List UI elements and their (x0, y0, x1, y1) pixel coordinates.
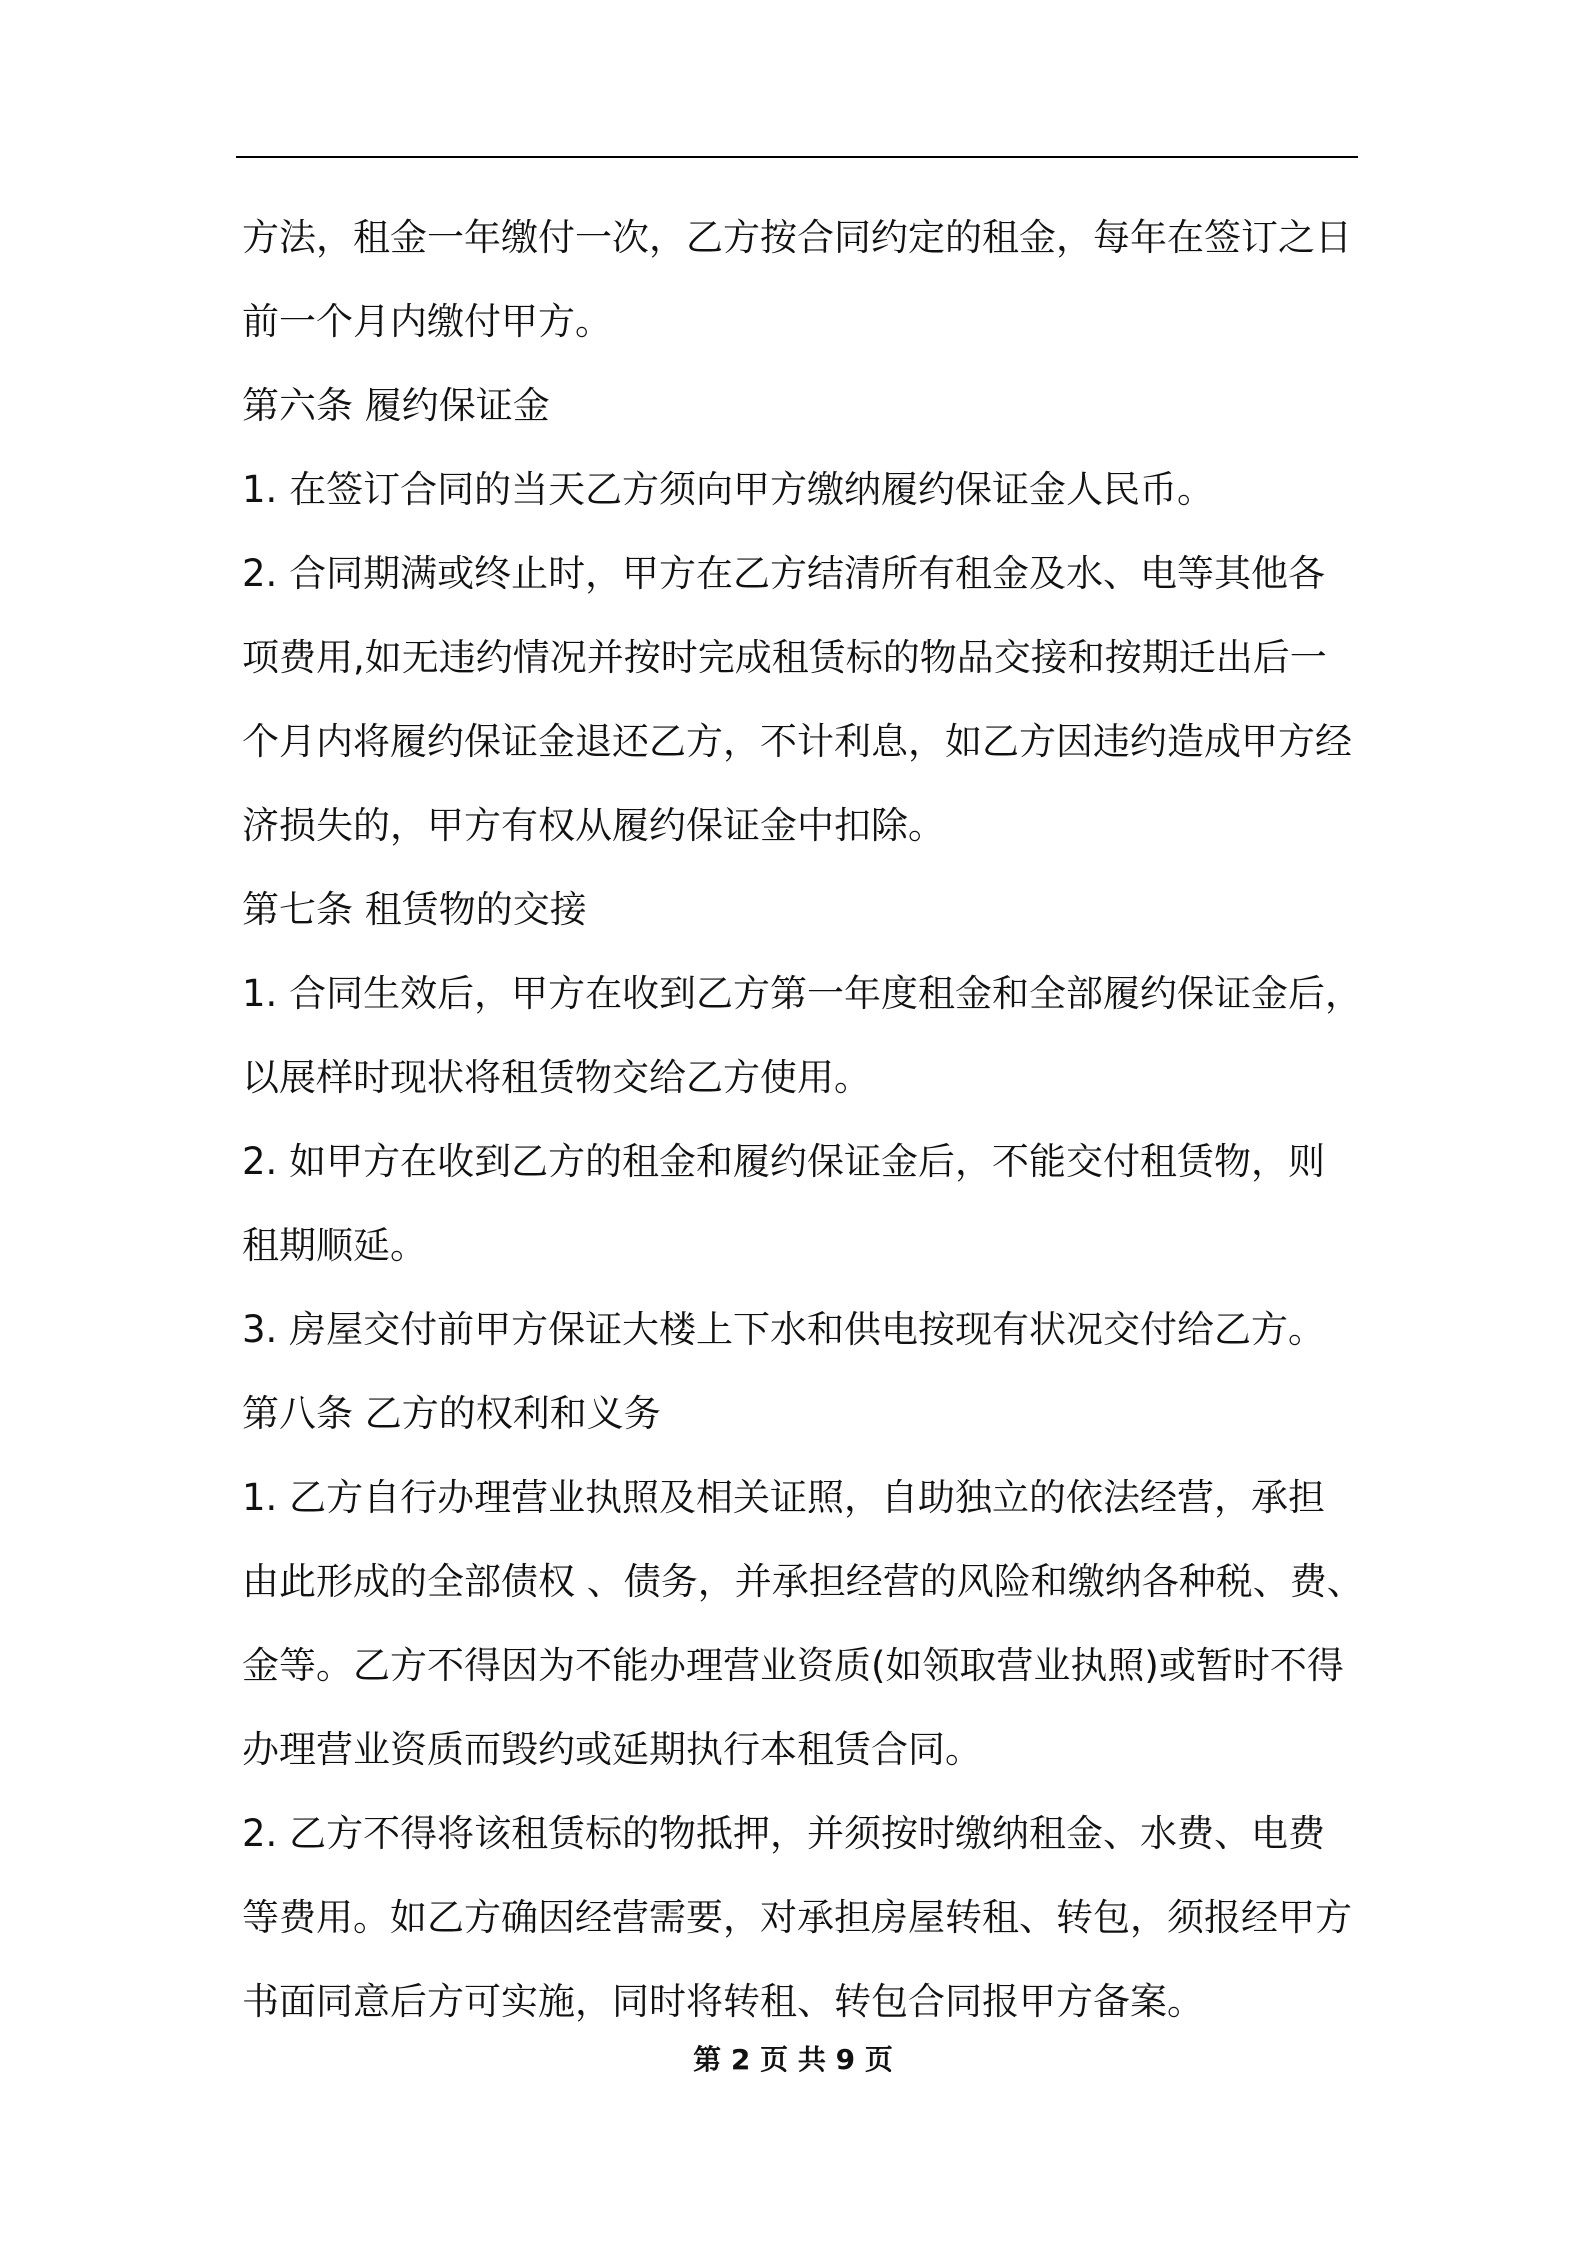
text-line: 金等。乙方不得因为不能办理营业资质(如领取营业执照)或暂时不得 (242, 1644, 1344, 1687)
text-line: 2. 如甲方在收到乙方的租金和履约保证金后，不能交付租赁物，则 (242, 1140, 1326, 1183)
text-line: 前一个月内缴付甲方。 (242, 300, 612, 343)
text-line: 以展样时现状将租赁物交给乙方使用。 (242, 1056, 871, 1099)
text-line: 1. 合同生效后，甲方在收到乙方第一年度租金和全部履约保证金后， (242, 972, 1363, 1015)
text-line: 济损失的，甲方有权从履约保证金中扣除。 (242, 804, 945, 847)
page-number-footer: 第 2 页 共 9 页 (693, 2043, 893, 2076)
text-line: 2. 合同期满或终止时，甲方在乙方结清所有租金及水、电等其他各 (242, 552, 1326, 595)
article-8-heading: 第八条 乙方的权利和义务 (242, 1392, 661, 1435)
text-line: 项费用,如无违约情况并按时完成租赁标的物品交接和按期迁出后一 (242, 636, 1327, 679)
text-line: 个月内将履约保证金退还乙方，不计利息，如乙方因违约造成甲方经 (242, 720, 1352, 763)
header-rule (236, 156, 1358, 158)
text-line: 租期顺延。 (242, 1224, 427, 1267)
text-line: 书面同意后方可实施，同时将转租、转包合同报甲方备案。 (242, 1980, 1204, 2023)
text-line: 3. 房屋交付前甲方保证大楼上下水和供电按现有状况交付给乙方。 (242, 1308, 1326, 1351)
text-line: 方法，租金一年缴付一次，乙方按合同约定的租金，每年在签订之日 (242, 216, 1352, 259)
text-line: 办理营业资质而毁约或延期执行本租赁合同。 (242, 1728, 982, 1771)
text-line: 2. 乙方不得将该租赁标的物抵押，并须按时缴纳租金、水费、电费 (242, 1812, 1326, 1855)
article-6-heading: 第六条 履约保证金 (242, 384, 550, 427)
article-7-heading: 第七条 租赁物的交接 (242, 888, 587, 931)
contract-body (242, 196, 1382, 2044)
text-line: 1. 乙方自行办理营业执照及相关证照，自助独立的依法经营，承担 (242, 1476, 1326, 1519)
text-line: 等费用。如乙方确因经营需要，对承担房屋转租、转包，须报经甲方 (242, 1896, 1352, 1939)
text-line: 1. 在签订合同的当天乙方须向甲方缴纳履约保证金人民币。 (242, 468, 1215, 511)
text-line: 由此形成的全部债权 、债务，并承担经营的风险和缴纳各种税、费、 (242, 1560, 1364, 1603)
